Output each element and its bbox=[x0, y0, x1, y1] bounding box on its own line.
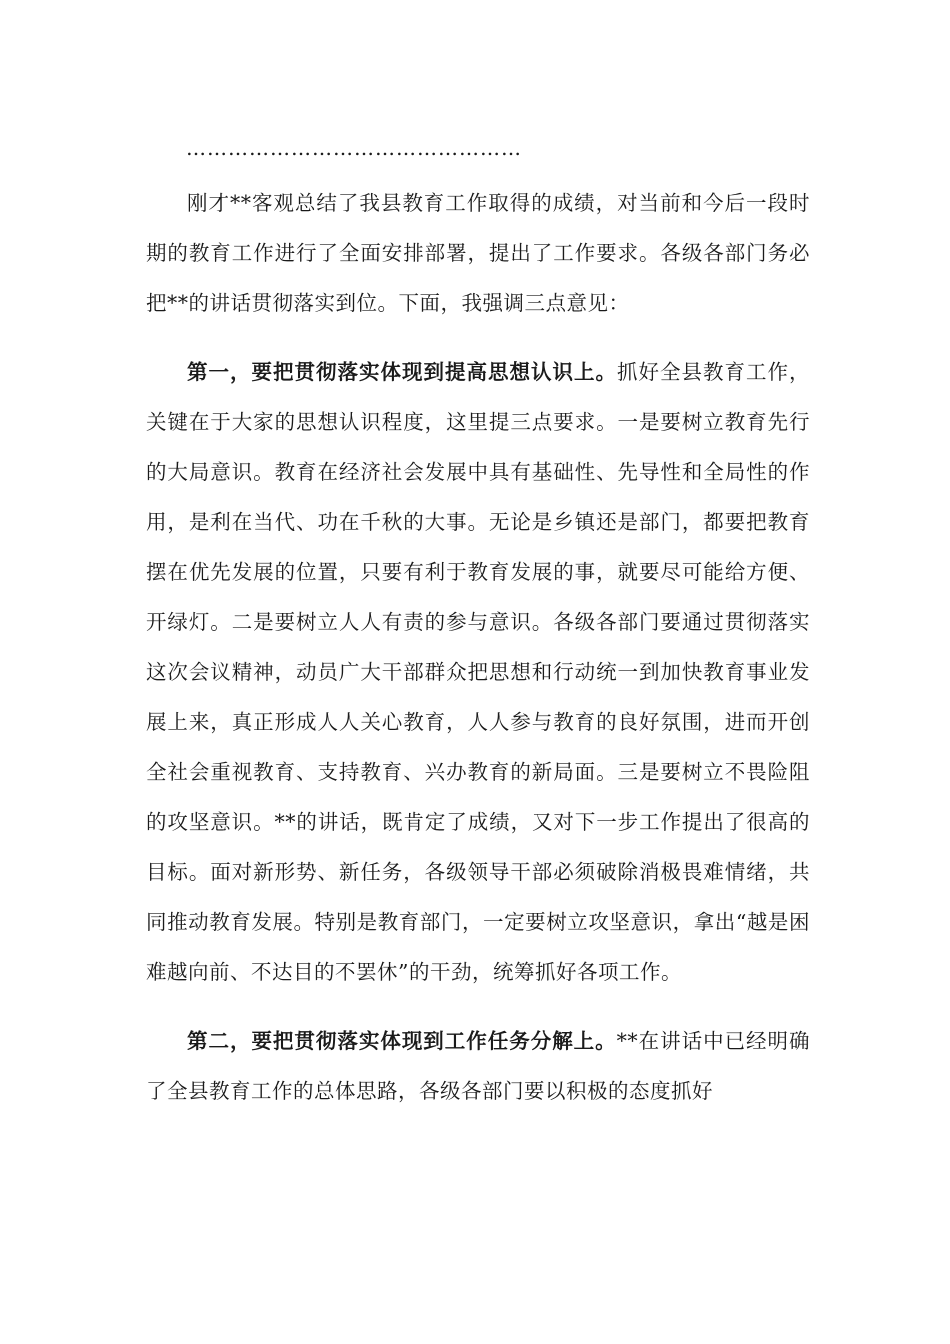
point-two-text: **在讲话中已经明确了全县教育工作的总体思路，各级各部门要以积极的态度抓好 bbox=[146, 1029, 811, 1103]
paragraph-point-one bbox=[146, 347, 810, 997]
paragraph-intro bbox=[146, 178, 810, 328]
point-two-heading: 第二，要把贯彻落实体现到工作任务分解上。 bbox=[187, 1029, 617, 1053]
point-one-text: 抓好全县教育工作，关键在于大家的思想认识程度，这里提三点要求。一是要树立教育先行的大局意识。教育在经济社会发展中具有基础性、先导性和全局性的作用，是利在当代、功在千秋的大事。无论是乡镇还是部门，都要把教育摆在优先发展的位置，只要有利于教育发展的事，就要尽可能给方便、开绿灯。二是要树立人人有责的参与意识。各级各部门要通过贯彻落实这次会议精神，动员广大干部群众把思想和行动统一到加快教育事业发展上来，真正形成人人关心教育，人人参与教育的良好氛围，进而开创全社会重视教育、支持教育、兴办教育的新局面。三是要树立不畏险阻的攻坚意识。**的讲话，既肯定了成绩，又对下一步工作提出了很高的目标。面对新形势、新任务，各级领导干部必须破除消极畏难情绪，共同推动教育发展。特别是教育部门，一定要树立攻坚意识，拿出“越是困难越向前、不达目的不罢休”的干劲，统筹抓好各项工作。 bbox=[146, 360, 810, 984]
point-one-heading: 第一，要把贯彻落实体现到提高思想认识上。 bbox=[187, 360, 617, 384]
paragraph-point-two bbox=[146, 1016, 810, 1116]
document-page bbox=[146, 128, 810, 1116]
paragraph-intro-text: 刚才**客观总结了我县教育工作取得的成绩，对当前和今后一段时期的教育工作进行了全面安排部署，提出了工作要求。各级各部门务必把**的讲话贯彻落实到位。下面，我强调三点意见： bbox=[146, 191, 810, 315]
ellipsis-line: ………………………………………… bbox=[186, 136, 522, 160]
